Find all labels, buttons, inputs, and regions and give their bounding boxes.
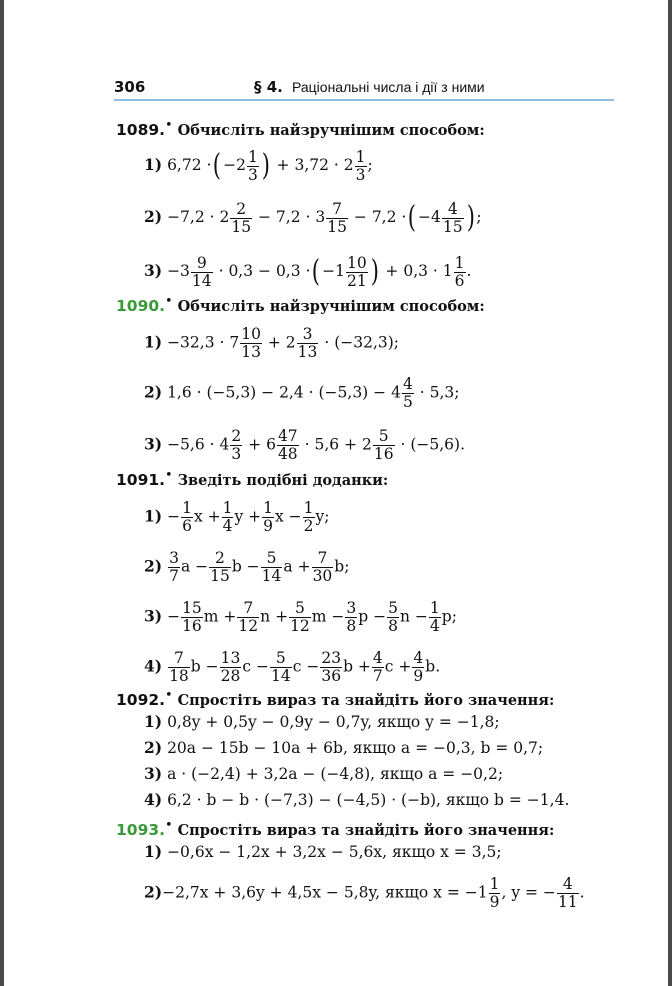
- fraction: $\frac{9}{14}$: [191, 253, 212, 290]
- problem-number: 1089.: [116, 121, 166, 140]
- problem-1092-heading: 1092.• Спростіть вираз та знайдіть його значення:: [116, 688, 555, 710]
- expr-part: −4: [418, 208, 441, 226]
- page-number: 306: [114, 78, 146, 96]
- expr-part: y +: [234, 507, 262, 526]
- expr-part: −7,2 · 2: [167, 208, 230, 226]
- fraction: $\frac{10}{13}$: [241, 325, 261, 361]
- expr-part: −3: [167, 262, 190, 280]
- item-label: 3): [144, 606, 163, 626]
- expr-part: 1,6 · (−5,3) − 2,4 · (−5,3) − 4: [167, 383, 401, 402]
- expr-part: + 0,3 · 1: [385, 262, 453, 280]
- item-label: 2): [144, 738, 163, 757]
- expr-part: −: [167, 507, 181, 526]
- problem-1090-item-2: [144, 376, 459, 411]
- section-title: Раціональні числа і дії з ними: [292, 79, 485, 95]
- problem-1091-item-2: [144, 550, 349, 585]
- problem-instruction: Зведіть подібні доданки:: [177, 472, 389, 490]
- expr-part: c +: [384, 657, 412, 676]
- item-label: 1): [144, 712, 163, 731]
- problem-1091-item-1: [144, 500, 330, 535]
- item-label: 1): [144, 842, 163, 861]
- fraction: $\frac{5}{12}$: [290, 599, 310, 635]
- page-header: [114, 78, 614, 100]
- item-label: 3): [144, 434, 163, 454]
- problem-1093-item-2: [144, 876, 585, 911]
- problem-1091-item-4: [144, 650, 440, 685]
- expr-part: −: [167, 607, 181, 626]
- expr-part: · 5,3;: [419, 383, 460, 402]
- problem-instruction: Спростіть вираз та знайдіть його значення:: [177, 822, 555, 840]
- expr-part: n −: [400, 607, 428, 626]
- expr-part: a +: [283, 557, 311, 576]
- fraction: $\frac{3}{13}$: [297, 325, 318, 361]
- expr-part: a · (−2,4) + 3,2a − (−4,8), якщо a = −0,2;: [167, 765, 504, 783]
- expr-part: · (−32,3);: [324, 333, 400, 352]
- problem-1092-item-1: [144, 712, 500, 732]
- item-label: 4): [144, 790, 163, 809]
- expr-part: , y = −: [501, 883, 556, 902]
- expr-part: − 7,2 ·: [353, 208, 407, 226]
- problem-1093-item-1: [144, 842, 502, 862]
- fraction: $\frac{7}{12}$: [238, 599, 259, 635]
- item-label: 1): [144, 332, 163, 352]
- item-label: 4): [144, 656, 163, 676]
- problem-1089-heading: 1089.• Обчисліть найзручнішим способом:: [116, 118, 485, 140]
- item-label: 3): [144, 261, 163, 280]
- expr-part: x −: [275, 507, 302, 526]
- fraction: $\frac{3}{7}$: [169, 549, 179, 585]
- fraction: $\frac{23}{36}$: [321, 649, 342, 685]
- problem-number: 1092.: [116, 691, 166, 710]
- expr-part: p;: [441, 607, 457, 626]
- fraction: $\frac{1}{9}$: [489, 875, 500, 911]
- fraction: $\frac{3}{8}$: [346, 599, 357, 635]
- textbook-page: [4, 0, 668, 986]
- item-label: 2): [144, 207, 163, 226]
- fraction: $\frac{2}{15}$: [231, 199, 252, 236]
- fraction: $\frac{1}{9}$: [263, 499, 274, 535]
- problem-1092-item-3: [144, 764, 503, 784]
- problem-1091-heading: 1091.• Зведіть подібні доданки:: [116, 468, 389, 490]
- expr-part: 6,2 · b − b · (−7,3) − (−4,5) · (−b), якщо b = −1,4.: [167, 791, 570, 809]
- expr-part: −2,7x + 3,6y + 4,5x − 5,8y, якщо x = −1: [162, 883, 488, 902]
- fraction: $\frac{4}{9}$: [413, 649, 424, 685]
- item-label: 3): [144, 764, 163, 783]
- expr-part: b −: [190, 657, 219, 676]
- section-number: § 4.: [254, 78, 283, 96]
- fraction: $\frac{1}{6}$: [182, 499, 192, 535]
- fraction: $\frac{47}{48}$: [277, 427, 298, 463]
- fraction: $\frac{1}{3}$: [248, 147, 258, 184]
- expr-part: 0,8y + 0,5y − 0,9y − 0,7y, якщо y = −1,8;: [167, 713, 500, 731]
- item-label: 2): [144, 382, 163, 402]
- problem-1092-item-4: [144, 790, 569, 810]
- fraction: $\frac{2}{15}$: [210, 549, 230, 585]
- expr-part: 20a − 15b − 10a + 6b, якщо a = −0,3, b = 0,7;: [167, 739, 544, 757]
- expr-part: p −: [358, 607, 387, 626]
- fraction: $\frac{7}{18}$: [169, 649, 189, 685]
- fraction: $\frac{1}{3}$: [355, 147, 366, 184]
- fraction: $\frac{1}{4}$: [222, 499, 233, 535]
- fraction: $\frac{4}{15}$: [442, 199, 463, 236]
- header-rule: [114, 99, 614, 101]
- fraction: $\frac{2}{3}$: [231, 427, 242, 463]
- problem-1090-item-3: [144, 428, 465, 463]
- expr-part: ;: [476, 208, 482, 226]
- problem-1091-item-3: [144, 600, 457, 635]
- problem-number: 1091.: [116, 471, 166, 490]
- problem-1090-item-1: [144, 326, 399, 361]
- item-label: 1): [144, 155, 163, 174]
- expr-part: −1: [322, 262, 346, 280]
- expr-part: a −: [180, 557, 209, 576]
- expr-part: −0,6x − 1,2x + 3,2x − 5,6x, якщо x = 3,5;: [167, 843, 502, 861]
- fraction: $\frac{15}{16}$: [182, 599, 202, 635]
- expr-part: −5,6 · 4: [167, 435, 230, 454]
- expr-part: .: [466, 262, 472, 280]
- fraction: $\frac{5}{14}$: [270, 649, 291, 685]
- expr-part: + 2: [267, 333, 296, 352]
- item-label: 2): [144, 556, 163, 576]
- fraction: $\frac{5}{16}$: [373, 427, 394, 463]
- problem-1089-item-1: 1) 6,72 ·( −2 $\frac{1}{3}$ ) + 3,72 · 2 $\frac{1}{3}$ ;: [144, 147, 373, 184]
- expr-part: m −: [311, 607, 345, 626]
- expr-part: c −: [242, 657, 269, 676]
- fraction: $\frac{1}{2}$: [303, 499, 314, 535]
- problem-instruction: Спростіть вираз та знайдіть його значення:: [177, 692, 555, 710]
- expr-part: y;: [315, 507, 330, 526]
- fraction: $\frac{1}{4}$: [429, 599, 440, 635]
- problem-number: 1090.: [116, 297, 166, 316]
- expr-part: −2: [223, 156, 247, 174]
- fraction: $\frac{4}{11}$: [557, 875, 578, 911]
- fraction: $\frac{1}{6}$: [454, 253, 465, 290]
- expr-part: b.: [425, 657, 441, 676]
- problem-1092-item-2: [144, 738, 543, 758]
- problem-instruction: Обчисліть найзручнішим способом:: [177, 298, 485, 316]
- expr-part: · (−5,6).: [400, 435, 466, 454]
- problem-1089-item-3: 3) −3 $\frac{9}{14}$ · 0,3 − 0,3 ·( −1 $\frac{10}{21}$ ) + 0,3 · 1 $\frac{1}{6}$ .: [144, 253, 472, 290]
- expr-part: − 7,2 · 3: [258, 208, 326, 226]
- fraction: $\frac{5}{14}$: [261, 549, 282, 585]
- problem-1093-heading: 1093.• Спростіть вираз та знайдіть його значення:: [116, 818, 555, 840]
- fraction: $\frac{5}{8}$: [388, 599, 399, 635]
- item-label: 2): [144, 882, 163, 902]
- fraction: $\frac{4}{7}$: [372, 649, 383, 685]
- item-label: 1): [144, 506, 163, 526]
- expr-part: + 3,72 · 2: [276, 156, 354, 174]
- expr-part: c −: [292, 657, 320, 676]
- expr-part: b;: [334, 557, 350, 576]
- expr-part: 6,72 ·: [167, 156, 212, 174]
- problem-1089-item-2: 2) −7,2 · 2 $\frac{2}{15}$ − 7,2 · 3 $\frac{7}{15}$ − 7,2 ·( −4 $\frac{4}{15}$ ) ;: [144, 199, 482, 236]
- expr-part: b +: [343, 657, 371, 676]
- problem-number: 1093.: [116, 821, 166, 840]
- expr-part: .: [579, 883, 585, 902]
- expr-part: · 5,6 + 2: [304, 435, 372, 454]
- fraction: $\frac{7}{30}$: [312, 549, 333, 585]
- expr-part: ;: [367, 156, 373, 174]
- expr-part: n +: [260, 607, 289, 626]
- fraction: $\frac{13}{28}$: [220, 649, 241, 685]
- problem-1090-heading: 1090.• Обчисліть найзручнішим способом:: [116, 294, 485, 316]
- expr-part: x +: [193, 507, 221, 526]
- fraction: $\frac{10}{21}$: [347, 253, 367, 290]
- expr-part: −32,3 · 7: [167, 333, 240, 352]
- expr-part: + 6: [248, 435, 276, 454]
- expr-part: b −: [231, 557, 260, 576]
- fraction: $\frac{7}{15}$: [327, 199, 347, 236]
- fraction: $\frac{4}{5}$: [402, 375, 413, 411]
- expr-part: m +: [203, 607, 237, 626]
- problem-instruction: Обчисліть найзручнішим способом:: [177, 122, 485, 140]
- expr-part: · 0,3 − 0,3 ·: [218, 262, 311, 280]
